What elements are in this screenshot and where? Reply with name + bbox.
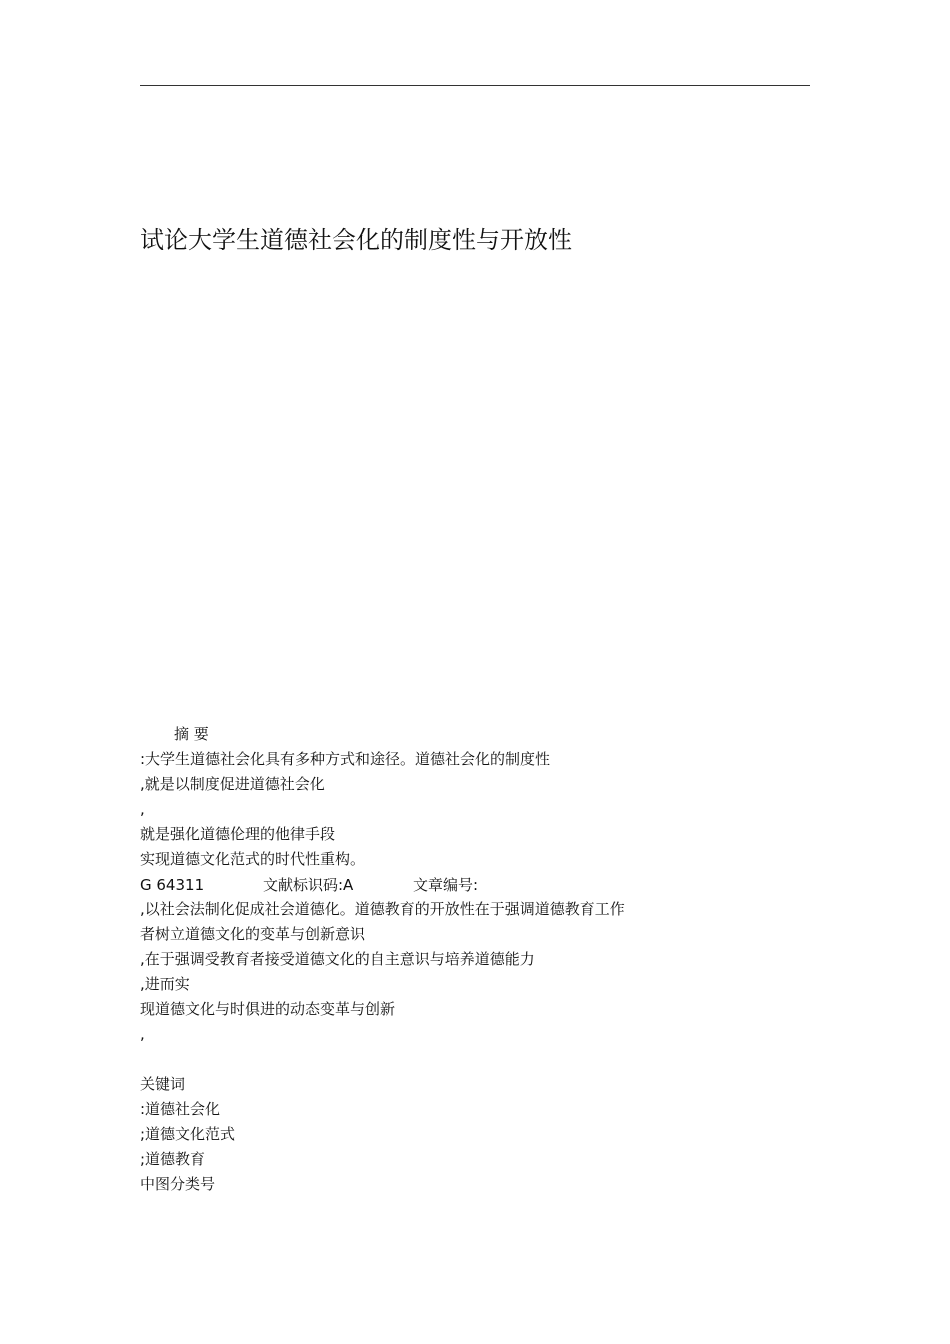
abstract-line: ,在于强调受教育者接受道德文化的自主意识与培养道德能力 (140, 950, 535, 968)
document-code: 文献标识码:A (263, 876, 354, 894)
header-rule (140, 85, 810, 86)
abstract-line: 者树立道德文化的变革与创新意识 (140, 925, 366, 943)
clc-code: G 64311 (140, 876, 205, 894)
keyword-line: :道德社会化 (140, 1100, 221, 1118)
abstract-line: :大学生道德社会化具有多种方式和途径。道德社会化的制度性 (140, 750, 551, 768)
abstract-line: 就是强化道德伦理的他律手段 (140, 825, 336, 843)
abstract-line: 实现道德文化范式的时代性重构。 (140, 850, 366, 868)
keywords-label: 关键词 (140, 1075, 186, 1093)
abstract-line: ,就是以制度促进道德社会化 (140, 775, 325, 793)
classification-label: 中图分类号 (140, 1175, 216, 1193)
article-number: 文章编号: (413, 876, 479, 894)
abstract-line: 现道德文化与时俱进的动态变革与创新 (140, 1000, 396, 1018)
page-title: 试论大学生道德社会化的制度性与开放性 (140, 226, 572, 255)
abstract-line: ,进而实 (140, 975, 190, 993)
abstract-line: ,以社会法制化促成社会道德化。道德教育的开放性在于强调道德教育工作 (140, 900, 625, 918)
abstract-line: , (140, 800, 145, 818)
abstract-line: , (140, 1025, 145, 1043)
abstract-heading: 摘 要 (174, 725, 209, 743)
keyword-line: ;道德教育 (140, 1150, 206, 1168)
keyword-line: ;道德文化范式 (140, 1125, 236, 1143)
